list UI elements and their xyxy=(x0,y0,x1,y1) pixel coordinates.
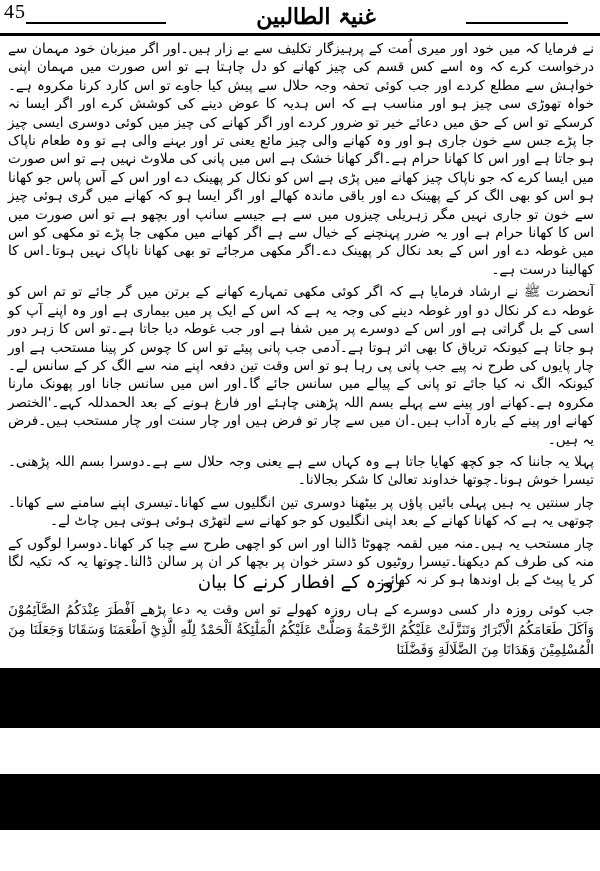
redacted-band xyxy=(0,668,600,728)
section-heading: روزہ کے افطار کرنے کا بیان xyxy=(197,572,403,593)
paragraph: پہلا یہ جاننا کہ جو کچھ کھایا جاتا ہے وہ کہاں سے ہے یعنی وجہ حلال سے ہے۔دوسرا بسم اللہ پڑھنی۔تیسرا خوش ہونا۔چوتھا خداوند تعالیٰ کا شکر بجالانا۔ xyxy=(8,453,594,489)
paragraph: چار مستحب یہ ہیں۔منہ میں لقمہ چھوٹا ڈالنا اور اس کو اچھی طرح سے چبا کر کھانا۔دوسرا لوگوں کے منہ کی طرف کم دیکھنا۔تیسرا روٹیوں کو دستر خوان پر بچھا کر ان پر سالن ڈالنا۔چوتھا یہ کہ تکیہ لگا کر یا پیٹ کے بل اوندھا ہو کر نہ کھائے۔ xyxy=(8,535,594,589)
dua-text: اَفْطَرَ عِنْدَكُمُ الصَّآئِمُوْنَ وَاَكَلَ طَعَامَكُمُ الْاَبْرَارُ وَتَنَزَّلَتْ عَلَيْكُمُ الرَّحْمَةُ وَصَلَّتْ عَلَيْكُمُ الْمَلٰٓئِكَةُ اَلْحَمْدُ لِلّٰهِ الَّذِيْٓ اَطْعَمَنَا وَسَقَانَا وَجَعَلَنَا مِنَ الْمُسْلِمِيْنَ وَهَدَانَا مِنَ الضَّلَالَةِ وَفَضَّلَنَا xyxy=(8,602,594,658)
dua-intro: جب کوئی روزہ دار کسی دوسرے کے ہاں روزہ کھولے تو اس وقت یہ دعا پڑھے xyxy=(140,602,595,618)
paragraph: آنحضرت ﷺ نے ارشاد فرمایا ہے کہ اگر کوئی مکھی تمہارے کھانے کے برتن میں گر جائے تو تم اس کو غوطہ دے کر نکال دو اور غوطہ دینے کی وجہ یہ ہے کہ اس کے ایک پر میں بیماری ہے اور وہ اپنے آپ کو اسی کے بل گراتی ہے اور اس کے دوسرے پر میں شفا ہے اور جب غوطہ دیا جاتا ہے۔تو اس کا زہر دور ہو جاتا ہے کیونکہ تریاق کا بھی اثر ہوتا ہے۔آدمی جب پانی پیئے تو اس کا چوس کر پینا مستحب ہے اور چار پایوں کی طرح نہ پیے جب پانی پی رہا ہو تو اس وقت تین دفعہ اپنے منہ سے الگ کر کے سانس لے۔کیونکہ الگ نہ کیا جائے تو پانی کے پیالے میں سانس جائے گا۔اور اس میں سانس جانا اور پھونک مارنا مکروہ ہے۔کھانے اور پینے سے پہلے بسم اللہ پڑھنی چاہئے اور فارغ ہونے کے بعد الحمدللہ کہے۔'الختصر کھانے اور پینے کے بارہ آداب ہیں۔ان میں سے چار تو فرض ہیں اور چار سنت اور چار مستحب ہیں۔فرض یہ ہیں۔ xyxy=(8,284,594,448)
page-number: 45 xyxy=(4,1,26,23)
paragraph: نے فرمایا کہ میں خود اور میری اُمت کے پرہیزگار تکلیف سے بے زار ہیں۔اور اگر میزبان خود مہمان سے درخواست کرے کہ وہ اسے کس قسم کی چیز کھانے کو دل چاہتا ہے تو اس صورت میں مہمان اپنی خواہش سے مطلع کردے اور جب کوئی تحفہ وجہ حلال سے پیش کیا جاوے تو اس کارد کرنا مکروہ ہے۔خواہ تھوڑی سی چیز ہو اور مناسب ہے کہ اس ہدیہ کا عوض دینے کی کوشش کرے اور اگر ایسا نہ کرسکے تو اس کے حق میں دعائے خیر تو ضرور کردے اور اگر کھانے کی چیز میں کوئی دوسری ایسی چیز جا پڑے جس سے خون جاری ہو اور وہ کھانے والی چیز مائع یعنی تر اور بہنے والی ہے تو وہ طعام ناپاک ہو جاتا ہے اور اس کا کھانا حرام ہے۔اگر کھانا خشک ہے اس میں پانی کی ملاوٹ نہیں ہے تو اس صورت میں ایسا کرے کہ جو ناپاک چیز کھانے میں پڑی ہے اس کو نکال کر پھینک دے اور اس کے آس پاس جو کھانا ہو اس کو بھی الگ کر کے پھینک دے اور باقی ماندہ کھالے اور اگر ایسا ہو کہ کھانے میں گری ہوئی چیز سے خون تو جاری نہیں مگر زہریلی چیزوں میں سے ہے جیسے سانپ اور بچھو ہے تو اس صورت میں اس کا کھانا حرام ہے اور یہ ضرر پہنچنے کے خیال سے ہے اگر کھانے میں مکھی جا پڑے تو مکھی کو اس میں غوطہ دے اور اس کے بعد نکال کر پھینک دے۔اگر مکھی مرجائے تو بھی کھانا ناپاک نہیں ہوتا۔اس کا کھالینا درست ہے۔ xyxy=(8,41,594,278)
header-rule-right xyxy=(466,22,568,24)
dua-paragraph xyxy=(8,600,594,660)
header-rule-left xyxy=(26,22,166,24)
body-text xyxy=(8,40,594,594)
paragraph: چار سنتیں یہ ہیں پہلی بائیں پاؤں پر بیٹھنا دوسری تین انگلیوں سے کھانا۔تیسری اپنے سامنے سے کھانا۔چوتھی یہ ہے کہ کھانا کھانے کے بعد اپنی انگلیوں کو جو کھانے سے لتھڑی ہوئی ہوتی ہیں چاٹ لے۔ xyxy=(8,494,594,530)
header-divider xyxy=(0,33,600,36)
redacted-band xyxy=(0,774,600,830)
book-title: غنیۃ الطالبین xyxy=(256,4,376,30)
